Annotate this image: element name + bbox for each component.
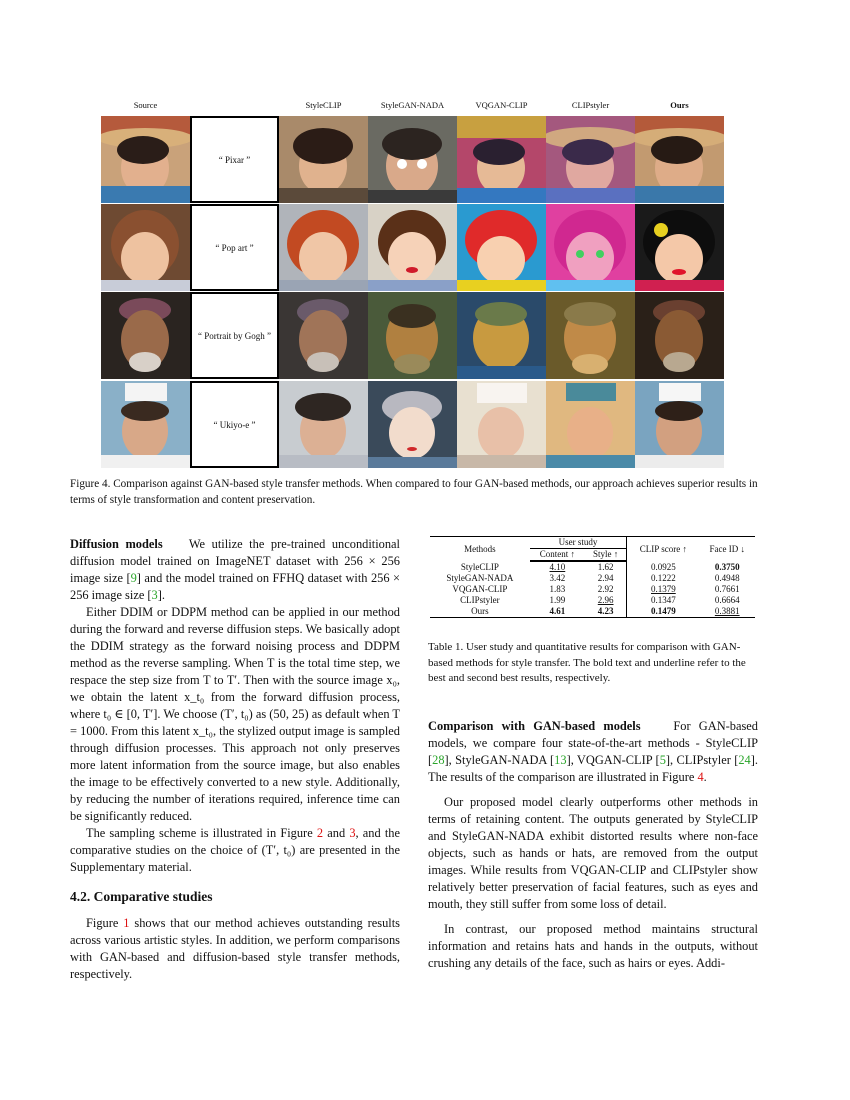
figure-caption: Figure 4. Comparison against GAN-based style transfer methods. When compared to four GAN-based methods, our approach achieves superior results in terms of style transformation and content preservation. [70,478,758,506]
ours-image [635,116,724,203]
results-table [430,536,755,618]
table-caption: Table 1. User study and quantitative results for comparison with GAN-based methods for style transfer. The bold text and underline refer to the best and second best results, respectively. [428,641,746,684]
text-span: shows that our method achieves outstanding results across various artistic styles. In addition, we perform comparisons with GAN-based and diffusion-based style transfer methods, respectively. [70,916,400,981]
col-header-clipstyler: CLIPstyler [571,100,610,110]
table-cell: 0.1347 [627,595,700,606]
text-span: , and the comparative studies on the choice of (T′, t₀) are presented in the Supplementary material. [70,826,401,874]
table-cell: Ours [430,606,530,618]
header-clip-score: CLIP score ↑ [627,537,700,562]
stylegan-nada-image [368,381,457,468]
table-cell: 2.94 [597,573,614,583]
table-cell: StyleCLIP [460,561,499,572]
table-cell: 1.83 [549,584,566,594]
citation-link[interactable]: 3 [151,588,158,602]
table-row [430,606,755,618]
clipstyler-image [546,116,635,203]
run-in-heading: Comparison with GAN-based models [428,719,641,733]
paragraph-diffusion-models [70,536,400,604]
clipstyler-image [546,292,635,379]
table-cell: 0.0925 [627,561,700,573]
table-cell: 0.3881 [699,606,755,618]
right-column [428,718,758,972]
source-image [101,292,190,379]
table-cell: 0.1222 [627,573,700,584]
text-span: We utilize the pre-trained unconditional diffusion model trained on ImageNET dataset with 256 × 256 image size [ [70,537,400,585]
paragraph-ddim-ddpm: Either DDIM or DDPM method can be applied in our method during the forward and reverse diffusion steps. We basically adopt the DDIM strategy as the forward noising process and DDPM method as the reverse sampling. When T is the total time step, we respace the step size from T to T′. Then with the source image x₀, we obtain the latent x_t₀ from the forward diffusion process, where t₀ ∈ [0, T′]. We choose (T′, t₀) as (50, 25) as default when T = 1000. From this latent x_t₀, the stylized output image is sampled through diffusion processes. This approach not only preserves more latent information from the source image, but also enables the image to be effectively converted to a new style. Additionally, by reducing the number of iterations required, inference time can be significantly reduced. [70,605,400,823]
prompt-box: “ Ukiyo-e ” [190,381,279,468]
paragraph-contrast: In contrast, our proposed method maintains structural information and retains hats and hands in the outputs, without crushing any details of the face, such as hairs or eyes. Addi- [428,922,758,970]
table-row [430,573,755,584]
figure-row-ukiyo-e [101,381,725,468]
figure-row-gogh [101,292,725,379]
run-in-heading: Diffusion models [70,537,163,551]
col-header-source: Source [133,100,158,110]
citation-link[interactable]: 28 [432,753,445,767]
citation-link[interactable]: 9 [130,571,137,585]
table-cell: 0.7661 [714,584,740,594]
text-span: ], VQGAN-CLIP [ [566,753,660,767]
table-cell: 0.1479 [627,606,700,618]
section-title: 4.2. Comparative studies [70,889,213,904]
table-cell: 2.96 [597,595,614,605]
col-header-vqgan-clip: VQGAN-CLIP [475,100,528,110]
stylegan-nada-image [368,116,457,203]
ours-image [635,381,724,468]
table-cell: 0.4948 [714,573,740,583]
ours-image [635,204,724,291]
header-style: Style ↑ [585,549,627,562]
table-cell: 1.99 [549,595,566,605]
left-column [70,536,400,983]
figure-row-pop-art [101,204,725,291]
header-user-study: User study [530,537,627,549]
citation-link[interactable]: 24 [738,753,751,767]
col-header-styleclip: StyleCLIP [305,100,342,110]
header-content: Content ↑ [530,549,585,562]
citation-link[interactable]: 13 [554,753,567,767]
table-row [430,561,755,573]
col-header-ours: Ours [670,100,689,110]
figure-row-pixar [101,116,725,203]
col-header-stylegan-nada: StyleGAN-NADA [380,100,445,110]
text-span: ] and the model trained on FFHQ dataset with 256 × 256 image size [ [70,571,400,602]
styleclip-image [279,204,368,291]
table-cell: 3.42 [549,573,566,583]
clipstyler-image [546,381,635,468]
table-cell: VQGAN-CLIP [452,584,508,594]
paragraph-outperforms: Our proposed model clearly outperforms other methods in terms of retaining content. The outputs generated by StyleCLIP and StyleGAN-NADA exhibit distorted results where non-face objects, such as hands or hats, are removed from the output images. While results from VQGAN-CLIP and CLIPstyler show relatively better preservation of facial features, such as eyes and mouth, they still suffer from some loss of detail. [428,795,758,911]
table-cell: 2.92 [597,584,614,594]
citation-link[interactable]: 5 [659,753,666,767]
text-span: and [323,826,350,840]
prompt-box: “ Pixar ” [190,116,279,203]
figure-link[interactable]: 2 [316,826,324,840]
prompt-box: “ Portrait by Gogh ” [190,292,279,379]
table-cell: 1.62 [597,562,614,572]
vqgan-clip-image [457,292,546,379]
figure-link[interactable]: 1 [123,916,130,930]
figure-link[interactable]: 3 [349,826,356,840]
paragraph-gan-comparison [428,718,758,786]
text-span: For GAN-based models, we compare four state-of-the-art methods - StyleCLIP [ [428,719,758,767]
text-span: The sampling scheme is illustrated in Figure [86,826,317,840]
vqgan-clip-image [457,204,546,291]
vqgan-clip-image [457,381,546,468]
table-cell: StyleGAN-NADA [446,573,514,583]
header-methods: Methods [464,543,496,554]
table-row [430,584,755,595]
text-span: Figure [86,916,124,930]
paragraph-comparative [70,915,400,983]
prompt-box: “ Pop art ” [190,204,279,291]
table-cell: 0.3750 [714,561,740,572]
table-cell: 0.1379 [627,584,700,595]
table-cell: 4.10 [549,562,566,572]
paragraph-sampling-scheme [70,825,400,876]
table-cell: 4.23 [585,606,627,618]
styleclip-image [279,381,368,468]
clipstyler-image [546,204,635,291]
text-span: . [703,770,707,784]
table-cell: 4.61 [530,606,585,618]
figure-link[interactable]: 4 [697,770,704,784]
header-face-id: Face ID ↓ [709,543,745,554]
styleclip-image [279,116,368,203]
vqgan-clip-image [457,116,546,203]
source-image [101,116,190,203]
text-span: ]. [157,588,165,602]
table-cell: CLIPstyler [460,595,500,605]
table-cell: 0.6664 [714,595,740,605]
styleclip-image [279,292,368,379]
source-image [101,381,190,468]
text-span: ], CLIPstyler [ [665,753,739,767]
source-image [101,204,190,291]
stylegan-nada-image [368,292,457,379]
figure-column-headers [101,98,725,116]
stylegan-nada-image [368,204,457,291]
table-row [430,595,755,606]
text-span: ], StyleGAN-NADA [ [444,753,555,767]
text-span: ]. The results of the comparison are illustrated in Figure [428,753,758,784]
ours-image [635,292,724,379]
